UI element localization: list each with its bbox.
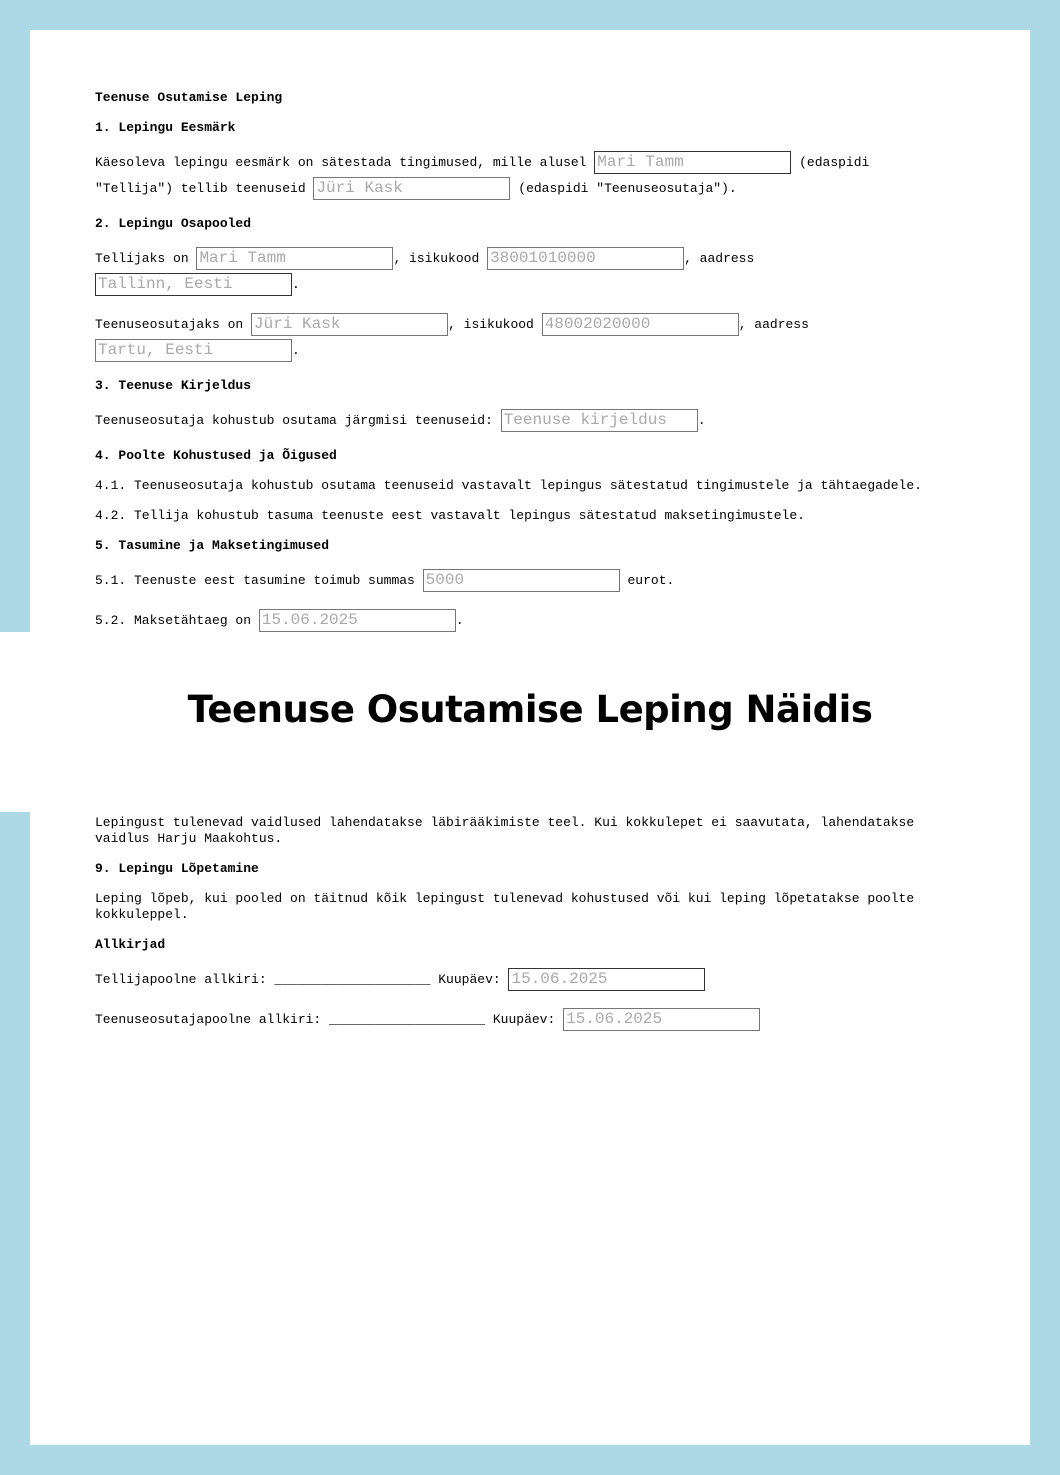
- client-label: Tellijaks on: [95, 251, 189, 266]
- section-5-1: [95, 568, 975, 594]
- section-5-heading: 5. Tasumine ja Maksetingimused: [95, 538, 330, 553]
- client-address-field[interactable]: Tallinn, Eesti: [95, 273, 292, 296]
- provider-label: Teenuseosutajaks on: [95, 317, 244, 332]
- service-text: Teenuseosutaja kohustub osutama järgmisi teenuseid:: [95, 413, 493, 428]
- due-date-dot: .: [455, 613, 464, 628]
- document-title: Teenuse Osutamise Leping: [95, 90, 283, 105]
- service-dot: .: [697, 413, 706, 428]
- section-3-heading: 3. Teenuse Kirjeldus: [95, 378, 252, 393]
- client-address-label: , aadress: [684, 251, 755, 266]
- section-1-text-d: (edaspidi "Teenuseosutaja").: [518, 181, 737, 196]
- section-1-text-c: "Tellija") tellib teenuseid: [95, 181, 306, 196]
- provider-signature-row: [95, 1007, 975, 1033]
- section-1-heading: 1. Lepingu Eesmärk: [95, 120, 236, 135]
- provider-address-field[interactable]: Tartu, Eesti: [95, 339, 292, 362]
- provider-signature-label: Teenuseosutajapoolne allkiri: ____________________ Kuupäev:: [95, 1012, 556, 1027]
- section-4-1: 4.1. Teenuseosutaja kohustub osutama teenuseid vastavalt lepingus sätestatud tingimustele ja tähtaegadele.: [95, 478, 922, 493]
- provider-details: [95, 312, 975, 364]
- section-2-heading: 2. Lepingu Osapooled: [95, 216, 252, 231]
- provider-signature-date-field[interactable]: 15.06.2025: [563, 1008, 760, 1031]
- provider-name-field[interactable]: Jüri Kask: [251, 313, 448, 336]
- provider-address-label: , aadress: [738, 317, 809, 332]
- document-bottom: [95, 815, 975, 1047]
- client-name-field[interactable]: Mari Tamm: [196, 247, 393, 270]
- document-top: [95, 90, 975, 664]
- section-4-heading: 4. Poolte Kohustused ja Õigused: [95, 448, 337, 463]
- purpose-provider-field[interactable]: Jüri Kask: [313, 177, 510, 200]
- banner-title: Teenuse Osutamise Leping Näidis: [187, 688, 873, 731]
- service-description-field[interactable]: Teenuse kirjeldus: [501, 409, 698, 432]
- client-id-label: , isikukood: [393, 251, 480, 266]
- provider-id-field[interactable]: 48002020000: [542, 313, 739, 336]
- due-date-field[interactable]: 15.06.2025: [259, 609, 456, 632]
- amount-text: 5.1. Teenuste eest tasumine toimub summas: [95, 573, 415, 588]
- client-dot: .: [292, 277, 300, 292]
- disputes-text: Lepingust tulenevad vaidlused lahendatakse läbirääkimiste teel. Kui kokkulepet ei saavutata, lahendatakse vaidlus Harju Maakohtus.: [95, 815, 915, 846]
- section-1-text-a: Käesoleva lepingu eesmärk on sätestada tingimused, mille alusel: [95, 155, 587, 170]
- due-date-text: 5.2. Maksetähtaeg on: [95, 613, 252, 628]
- section-4-2: 4.2. Tellija kohustub tasuma teenuste eest vastavalt lepingus sätestatud maksetingimustele.: [95, 508, 805, 523]
- section-3-text: [95, 408, 975, 434]
- client-signature-label: Tellijapoolne allkiri: ____________________ Kuupäev:: [95, 972, 501, 987]
- provider-dot: .: [292, 343, 300, 358]
- provider-id-label: , isikukood: [448, 317, 534, 332]
- section-1-text: [95, 150, 975, 202]
- client-signature-date-field[interactable]: 15.06.2025: [508, 968, 705, 991]
- client-details: [95, 246, 975, 298]
- section-5-2: [95, 608, 975, 634]
- amount-field[interactable]: 5000: [423, 569, 620, 592]
- section-9-text: Leping lõpeb, kui pooled on täitnud kõik lepingust tulenevad kohustused või kui leping lõpetatakse poolte kokkuleppel.: [95, 891, 915, 922]
- client-signature-row: [95, 967, 975, 993]
- purpose-client-field[interactable]: Mari Tamm: [594, 151, 791, 174]
- section-9-heading: 9. Lepingu Lõpetamine: [95, 861, 259, 876]
- signatures-heading: Allkirjad: [95, 937, 166, 952]
- client-id-field[interactable]: 38001010000: [487, 247, 684, 270]
- amount-unit: eurot.: [627, 573, 675, 588]
- section-1-text-b: (edaspidi: [799, 155, 870, 170]
